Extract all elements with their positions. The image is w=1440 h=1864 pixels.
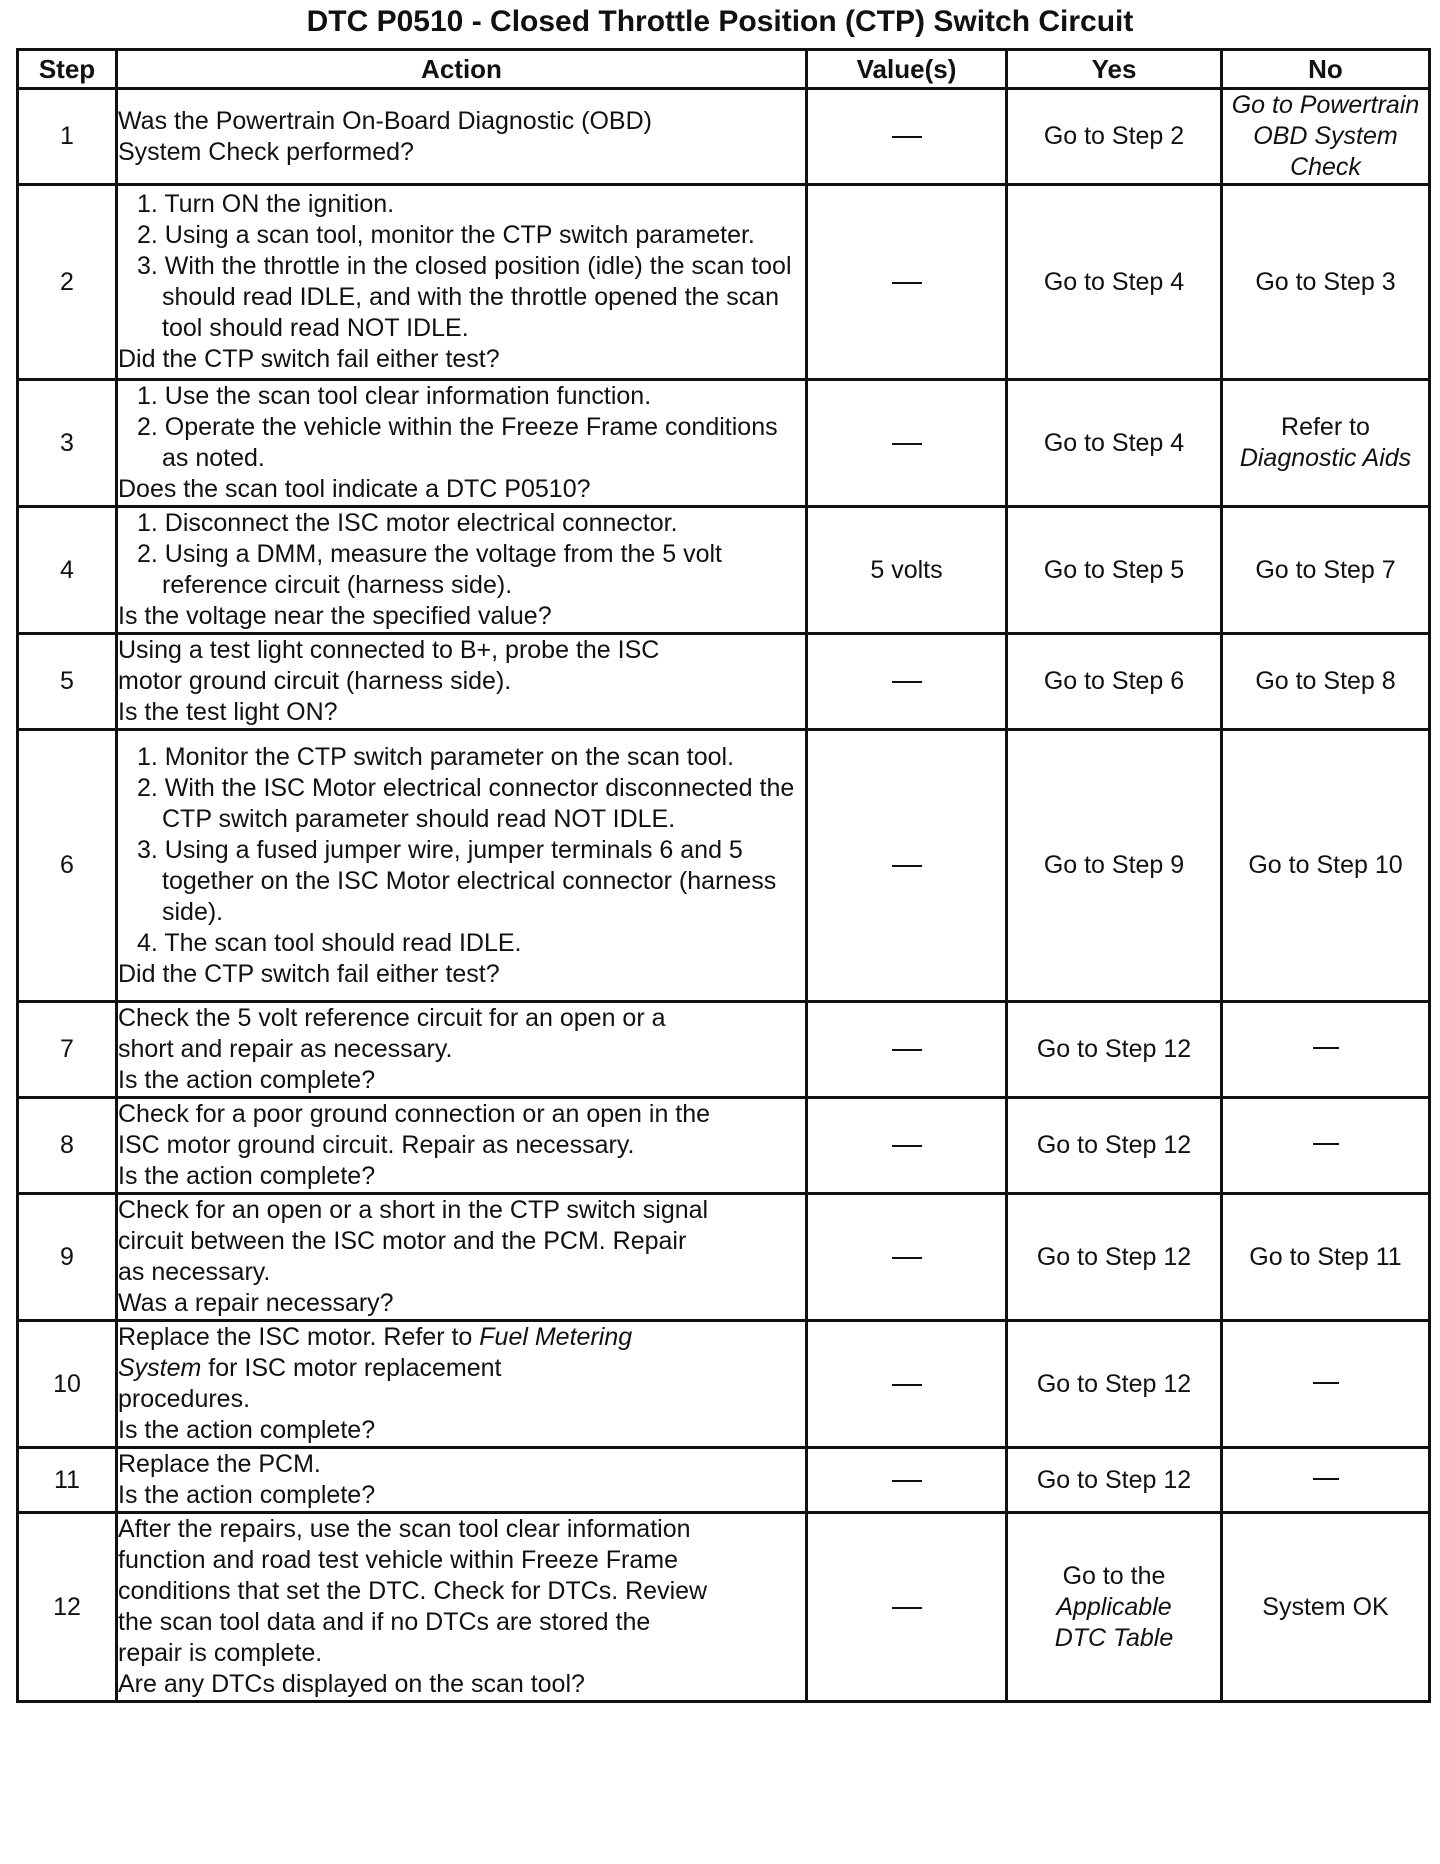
yes-cell: Go to Step 12 bbox=[1007, 1448, 1222, 1513]
no-line: Go to Powertrain bbox=[1231, 91, 1420, 119]
action-line: Is the action complete? bbox=[118, 1481, 376, 1509]
step-cell: 7 bbox=[18, 1002, 117, 1098]
yes-line: DTC Table bbox=[1054, 1623, 1174, 1652]
action-cell bbox=[117, 1098, 807, 1194]
value-cell bbox=[807, 1194, 1007, 1321]
no-cell bbox=[1222, 1448, 1430, 1513]
table-row bbox=[18, 1448, 1430, 1513]
action-cell bbox=[117, 1321, 807, 1448]
column-header-step: Step bbox=[18, 50, 117, 89]
yes-line: Go to the bbox=[1062, 1561, 1166, 1590]
dash-mark bbox=[1313, 1143, 1339, 1145]
action-cell bbox=[117, 380, 807, 507]
action-cell bbox=[117, 1513, 807, 1702]
step-cell: 11 bbox=[18, 1448, 117, 1513]
dash-mark bbox=[1313, 1382, 1339, 1384]
yes-cell: Go to Step 6 bbox=[1007, 634, 1222, 730]
action-line: short and repair as necessary. bbox=[118, 1035, 453, 1063]
column-header-yes: Yes bbox=[1007, 50, 1222, 89]
action-cell bbox=[117, 1002, 807, 1098]
action-line: the scan tool data and if no DTCs are stored the bbox=[118, 1608, 651, 1636]
yes-cell: Go to Step 4 bbox=[1007, 185, 1222, 380]
action-list-item: 1. Turn ON the ignition. bbox=[137, 190, 395, 218]
no-cell bbox=[1222, 1098, 1430, 1194]
action-cell bbox=[117, 1448, 807, 1513]
action-line: Does the scan tool indicate a DTC P0510? bbox=[118, 475, 591, 503]
action-line: Using a test light connected to B+, probe the ISC bbox=[118, 636, 660, 664]
no-cell bbox=[1222, 380, 1430, 507]
no-line: OBD System bbox=[1253, 122, 1398, 150]
value-cell bbox=[807, 185, 1007, 380]
action-line: Is the voltage near the specified value? bbox=[118, 602, 552, 630]
action-line: Check the 5 volt reference circuit for an open or a bbox=[118, 1004, 666, 1032]
value-cell: 5 volts bbox=[807, 507, 1007, 634]
action-list-item: 2. With the ISC Motor electrical connector disconnected the CTP switch parameter should read NOT IDLE. bbox=[137, 773, 795, 833]
yes-cell: Go to Step 2 bbox=[1007, 89, 1222, 185]
table-body bbox=[18, 89, 1430, 1702]
no-line: Refer to bbox=[1281, 413, 1370, 441]
dash-mark bbox=[892, 443, 922, 445]
action-line: function and road test vehicle within Freeze Frame bbox=[118, 1546, 678, 1574]
table-row bbox=[18, 634, 1430, 730]
no-line: Check bbox=[1290, 153, 1361, 181]
action-list-item: 3. Using a fused jumper wire, jumper terminals 6 and 5 together on the ISC Motor electrical connector (harness side). bbox=[137, 835, 777, 926]
action-line: Check for an open or a short in the CTP switch signal bbox=[118, 1196, 709, 1224]
action-list-item: 3. With the throttle in the closed position (idle) the scan tool should read IDLE, and with the throttle opened the scan tool should read NOT IDLE. bbox=[137, 252, 792, 342]
column-header-action: Action bbox=[117, 50, 807, 89]
action-line: After the repairs, use the scan tool clear information bbox=[118, 1515, 691, 1543]
column-header-values: Value(s) bbox=[807, 50, 1007, 89]
yes-cell: Go to Step 12 bbox=[1007, 1321, 1222, 1448]
action-list-item: 2. Using a DMM, measure the voltage from the 5 volt reference circuit (harness side). bbox=[137, 540, 722, 599]
table-row bbox=[18, 1194, 1430, 1321]
action-line: Is the action complete? bbox=[118, 1066, 376, 1094]
table-row bbox=[18, 380, 1430, 507]
no-cell: System OK bbox=[1222, 1513, 1430, 1702]
action-line: Was a repair necessary? bbox=[118, 1289, 394, 1317]
action-cell bbox=[117, 89, 807, 185]
yes-line: Applicable bbox=[1056, 1592, 1172, 1621]
value-cell bbox=[807, 634, 1007, 730]
action-line: Replace the PCM. bbox=[118, 1450, 321, 1478]
dash-mark bbox=[892, 136, 922, 138]
no-cell bbox=[1222, 89, 1430, 185]
value-cell bbox=[807, 89, 1007, 185]
action-list-item: 1. Use the scan tool clear information function. bbox=[137, 382, 652, 410]
table-row bbox=[18, 89, 1430, 185]
action-line: Did the CTP switch fail either test? bbox=[118, 345, 500, 373]
dash-mark bbox=[892, 1257, 922, 1259]
dash-mark bbox=[892, 1049, 922, 1051]
step-cell: 9 bbox=[18, 1194, 117, 1321]
reference-text: Fuel Metering bbox=[479, 1323, 633, 1351]
yes-cell: Go to Step 5 bbox=[1007, 507, 1222, 634]
action-line: Is the action complete? bbox=[118, 1416, 376, 1444]
dash-mark bbox=[892, 1384, 922, 1386]
dash-mark bbox=[892, 681, 922, 683]
dash-mark bbox=[892, 1607, 922, 1609]
column-header-no: No bbox=[1222, 50, 1430, 89]
value-cell bbox=[807, 1448, 1007, 1513]
step-cell: 12 bbox=[18, 1513, 117, 1702]
action-list-item: 2. Using a scan tool, monitor the CTP switch parameter. bbox=[137, 221, 755, 249]
table-row bbox=[18, 1098, 1430, 1194]
no-cell: Go to Step 11 bbox=[1222, 1194, 1430, 1321]
step-cell: 8 bbox=[18, 1098, 117, 1194]
action-line: Is the action complete? bbox=[118, 1162, 376, 1190]
action-line: ISC motor ground circuit. Repair as necessary. bbox=[118, 1131, 635, 1159]
dash-mark bbox=[892, 1145, 922, 1147]
action-line: Is the test light ON? bbox=[118, 698, 338, 726]
value-cell bbox=[807, 730, 1007, 1002]
dash-mark bbox=[1313, 1478, 1339, 1480]
dash-mark bbox=[892, 282, 922, 284]
action-cell bbox=[117, 730, 807, 1002]
no-cell: Go to Step 3 bbox=[1222, 185, 1430, 380]
action-line: Check for a poor ground connection or an open in the bbox=[118, 1100, 711, 1128]
no-cell bbox=[1222, 1321, 1430, 1448]
yes-cell: Go to Step 12 bbox=[1007, 1098, 1222, 1194]
action-line: System for ISC motor replacement bbox=[118, 1354, 502, 1382]
no-cell bbox=[1222, 1002, 1430, 1098]
action-line: circuit between the ISC motor and the PCM. Repair bbox=[118, 1227, 687, 1255]
action-list-item: 1. Monitor the CTP switch parameter on the scan tool. bbox=[137, 742, 735, 771]
no-cell: Go to Step 8 bbox=[1222, 634, 1430, 730]
table-row bbox=[18, 185, 1430, 380]
action-line: System Check performed? bbox=[118, 137, 414, 166]
page-title: DTC P0510 - Closed Throttle Position (CTP) Switch Circuit bbox=[306, 5, 1134, 38]
no-line: Diagnostic Aids bbox=[1239, 444, 1412, 472]
step-cell: 4 bbox=[18, 507, 117, 634]
header-row bbox=[18, 50, 1430, 89]
action-list-item: 1. Disconnect the ISC motor electrical connector. bbox=[137, 509, 678, 537]
action-line: motor ground circuit (harness side). bbox=[118, 667, 512, 695]
action-line: Was the Powertrain On-Board Diagnostic (OBD) bbox=[118, 106, 652, 135]
yes-cell: Go to Step 12 bbox=[1007, 1194, 1222, 1321]
action-cell bbox=[117, 507, 807, 634]
action-line: repair is complete. bbox=[118, 1639, 323, 1667]
action-line: Are any DTCs displayed on the scan tool? bbox=[118, 1670, 585, 1698]
yes-cell: Go to Step 12 bbox=[1007, 1002, 1222, 1098]
action-line: Replace the ISC motor. Refer to Fuel Metering bbox=[118, 1323, 633, 1351]
action-cell bbox=[117, 634, 807, 730]
table-row bbox=[18, 1513, 1430, 1702]
yes-cell: Go to Step 4 bbox=[1007, 380, 1222, 507]
table-row bbox=[18, 1321, 1430, 1448]
action-cell bbox=[117, 185, 807, 380]
diagnostic-table bbox=[16, 48, 1431, 1703]
dash-mark bbox=[892, 865, 922, 867]
yes-cell: Go to Step 9 bbox=[1007, 730, 1222, 1002]
action-line: Did the CTP switch fail either test? bbox=[118, 959, 500, 988]
value-cell bbox=[807, 380, 1007, 507]
table-row bbox=[18, 507, 1430, 634]
value-cell bbox=[807, 1098, 1007, 1194]
no-cell: Go to Step 7 bbox=[1222, 507, 1430, 634]
action-line: procedures. bbox=[118, 1385, 251, 1413]
reference-text: System bbox=[118, 1354, 202, 1382]
dash-mark bbox=[1313, 1047, 1339, 1049]
action-cell bbox=[117, 1194, 807, 1321]
value-cell bbox=[807, 1513, 1007, 1702]
action-list-item: 2. Operate the vehicle within the Freeze Frame conditions as noted. bbox=[137, 413, 778, 472]
step-cell: 2 bbox=[18, 185, 117, 380]
step-cell: 1 bbox=[18, 89, 117, 185]
dash-mark bbox=[892, 1480, 922, 1482]
action-line: as necessary. bbox=[118, 1258, 271, 1286]
action-line: conditions that set the DTC. Check for DTCs. Review bbox=[118, 1577, 708, 1605]
step-cell: 10 bbox=[18, 1321, 117, 1448]
yes-cell bbox=[1007, 1513, 1222, 1702]
table-row bbox=[18, 1002, 1430, 1098]
table-row bbox=[18, 730, 1430, 1002]
value-cell bbox=[807, 1002, 1007, 1098]
step-cell: 5 bbox=[18, 634, 117, 730]
value-cell bbox=[807, 1321, 1007, 1448]
step-cell: 3 bbox=[18, 380, 117, 507]
action-list-item: 4. The scan tool should read IDLE. bbox=[137, 928, 522, 957]
step-cell: 6 bbox=[18, 730, 117, 1002]
no-cell: Go to Step 10 bbox=[1222, 730, 1430, 1002]
